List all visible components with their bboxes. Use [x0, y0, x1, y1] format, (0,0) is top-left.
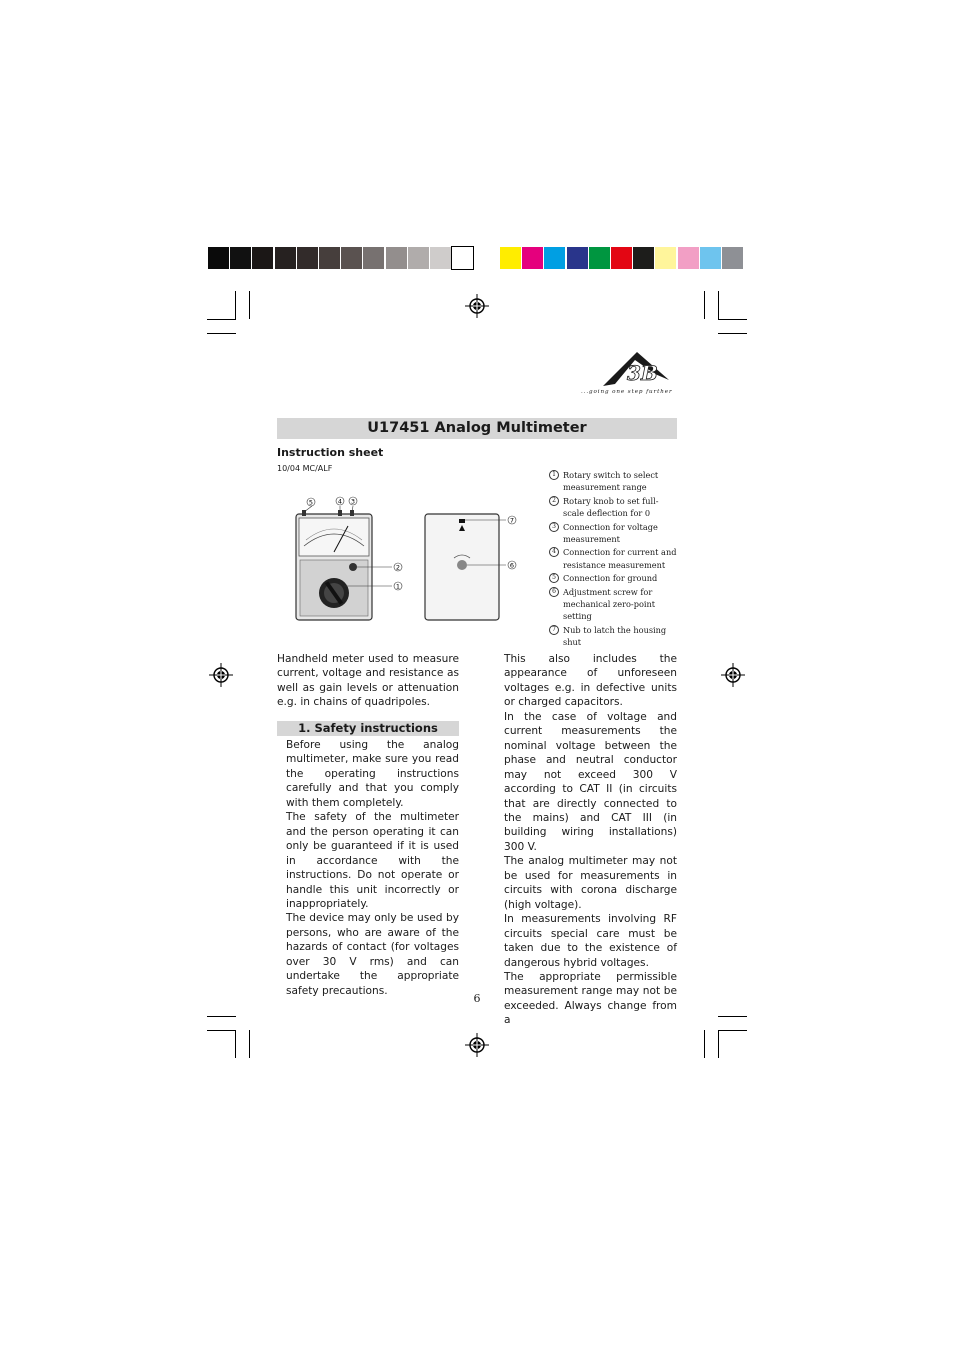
section1-paragraph: The device may only be used by persons, who are aware of the hazards of contact (for voltages over 30 V rms) and can undertake the appropriate safety precautions. — [286, 912, 459, 997]
callout-4: 4 — [337, 497, 343, 506]
legend-item: 6 Adjustment screw for mechanical zero-point setting — [549, 586, 679, 623]
logo-tagline: ...going one step further — [581, 389, 673, 395]
document-code: 10/04 MC/ALF — [277, 464, 333, 473]
right-column — [504, 652, 677, 1028]
multimeter-back-view — [425, 514, 499, 620]
gray-swatch — [341, 247, 362, 269]
gray-swatch — [408, 247, 429, 269]
document-title: U17451 Analog Multimeter — [367, 420, 587, 436]
color-swatch — [633, 247, 654, 269]
legend-item: 3 Connection for voltage measurement — [549, 521, 679, 546]
section1-paragraph: The safety of the multimeter and the person operating it can only be guaranteed if it is used in accordance with the instructions. Do not operate or handle this unit incorrectly or inappropriately. — [286, 811, 459, 910]
page-number: 6 — [473, 992, 481, 1005]
right-paragraph: In the case of voltage and current measurements the nominal voltage between the phase and neutral conductor may not exceed 300 V according to CAT II (in circuits that are directly connected to the mains) and CAT III (in building wiring installations) 300 V. — [504, 710, 677, 853]
figure-legend — [549, 469, 679, 650]
right-paragraph: The analog multimeter may not be used for measurements in circuits with corona discharge (high voltage). — [504, 855, 677, 911]
svg-text:3B: 3B — [627, 361, 658, 385]
right-paragraph: In measurements involving RF circuits special care must be taken due to the existence of dangerous hybrid voltages. — [504, 913, 677, 969]
legend-item: 4 Connection for current and resistance measurement — [549, 546, 679, 571]
color-swatch — [567, 247, 588, 269]
section-heading-bar — [277, 721, 459, 736]
callout-6: 6 — [509, 561, 515, 570]
color-swatch — [655, 247, 676, 269]
legend-item: 5 Connection for ground — [549, 572, 679, 584]
color-swatch — [722, 247, 743, 269]
color-swatch — [700, 247, 721, 269]
callout-3: 3 — [350, 497, 356, 506]
multimeter-figure — [292, 494, 522, 622]
gray-swatch — [208, 247, 229, 269]
gray-swatch — [297, 247, 318, 269]
color-swatch — [500, 247, 521, 269]
registration-mark-right — [721, 663, 745, 687]
section-heading: 1. Safety instructions — [298, 721, 438, 735]
section1-body — [286, 738, 459, 998]
title-bar — [277, 418, 677, 439]
registration-mark-top — [465, 294, 489, 318]
registration-mark-bottom — [465, 1033, 489, 1057]
color-swatch — [611, 247, 632, 269]
legend-item: 7 Nub to latch the housing shut — [549, 624, 679, 649]
callout-1: 1 — [395, 582, 401, 591]
gray-swatch — [452, 247, 473, 269]
color-swatch — [589, 247, 610, 269]
intro-paragraph: Handheld meter used to measure current, voltage and resistance as well as gain levels or attenuation e.g. in chains of quadripoles. — [277, 653, 459, 709]
color-swatch — [522, 247, 543, 269]
right-paragraph: The appropriate permissible measurement range may not be exceeded. Always change from a — [504, 970, 677, 1027]
gray-swatch — [230, 247, 251, 269]
section1-paragraph: Before using the analog multimeter, make sure you read the operating instructions carefully and that you comply with them completely. — [286, 739, 459, 809]
color-swatch — [678, 247, 699, 269]
registration-mark-left — [209, 663, 233, 687]
company-logo — [581, 350, 675, 400]
legend-item: 2 Rotary knob to set full-scale deflection for 0 — [549, 495, 679, 520]
callout-7: 7 — [509, 516, 515, 525]
document-subtitle: Instruction sheet — [277, 446, 384, 459]
callout-5: 5 — [308, 498, 314, 507]
color-swatch — [544, 247, 565, 269]
gray-swatch — [363, 247, 384, 269]
right-paragraph: This also includes the appearance of unforeseen voltages e.g. in defective units or charged capacitors. — [504, 653, 677, 709]
multimeter-front-view — [296, 510, 372, 620]
gray-swatch — [275, 247, 296, 269]
gray-swatch — [252, 247, 273, 269]
logo-mark-icon — [585, 350, 675, 388]
gray-swatch — [319, 247, 340, 269]
gray-swatch — [430, 247, 451, 269]
gray-swatch — [386, 247, 407, 269]
callout-2: 2 — [395, 563, 401, 572]
legend-item: 1 Rotary switch to select measurement range — [549, 469, 679, 494]
